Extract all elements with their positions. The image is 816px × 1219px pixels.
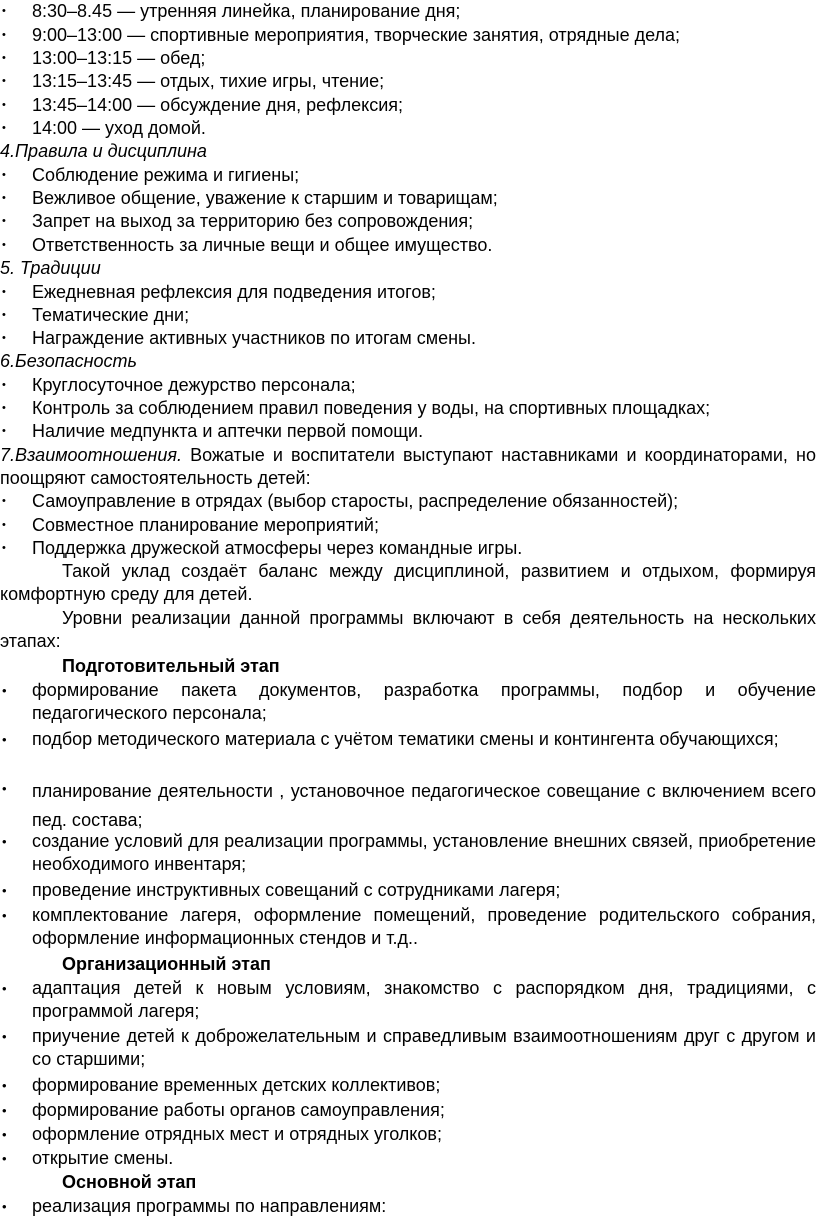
preparatory-item: • формирование пакета документов, разработка программы, подбор и обучение педагогического персонала; (32, 679, 816, 725)
rules-item: • Вежливое общение, уважение к старшим и товарищам; (32, 187, 816, 210)
safety-item: • Наличие медпункта и аптечки первой помощи. (32, 420, 816, 443)
schedule-item: • 8:30–8.45 — утренняя линейка, планирование дня; (32, 0, 816, 23)
main-heading: Основной этап (62, 1172, 197, 1192)
schedule-item: • 13:45–14:00 — обсуждение дня, рефлексия; (32, 94, 816, 117)
summary-paragraph: Такой уклад создаёт баланс между дисциплиной, развитием и отдыхом, формируя комфортную среду для детей. (0, 561, 816, 604)
relations-text: Вожатые и воспитатели выступают наставниками и координаторами, но поощряют самостоятельность детей: (0, 445, 816, 488)
relations-item: • Самоуправление в отрядах (выбор старосты, распределение обязанностей); (32, 490, 816, 513)
preparatory-item: • комплектование лагеря, оформление помещений, проведение родительского собрания, оформление информационных стендов и т.д.. (32, 904, 816, 950)
preparatory-item: • подбор методического материала с учётом тематики смены и контингента обучающихся; (32, 728, 816, 751)
traditions-heading: 5. Традиции (0, 258, 101, 278)
schedule-item: • 13:15–13:45 — отдых, тихие игры, чтение; (32, 70, 816, 93)
relations-paragraph (0, 444, 816, 490)
organizational-item: • приучение детей к доброжелательным и справедливым взаимоотношениям друг с другом и со старшими; (32, 1025, 816, 1071)
traditions-item: • Награждение активных участников по итогам смены. (32, 327, 816, 350)
organizational-item: • оформление отрядных мест и отрядных уголков; (32, 1123, 816, 1146)
traditions-item: • Тематические дни; (32, 304, 816, 327)
safety-item: • Круглосуточное дежурство персонала; (32, 374, 816, 397)
rules-item: • Запрет на выход за территорию без сопровождения; (32, 210, 816, 233)
preparatory-heading: Подготовительный этап (62, 656, 280, 676)
organizational-item: • формирование временных детских коллективов; (32, 1074, 816, 1097)
traditions-item: • Ежедневная рефлексия для подведения итогов; (32, 281, 816, 304)
rules-item: • Ответственность за личные вещи и общее имущество. (32, 234, 816, 257)
relations-heading: 7.Взаимоотношения. (0, 445, 182, 465)
levels-intro: Уровни реализации данной программы включают в себя деятельность на нескольких этапах: (0, 608, 816, 651)
schedule-item: • 9:00–13:00 — спортивные мероприятия, творческие занятия, отрядные дела; (32, 24, 816, 47)
main-item: • реализация программы по направлениям: (32, 1195, 816, 1218)
organizational-item: • адаптация детей к новым условиям, знакомство с распорядком дня, традициями, с программой лагеря; (32, 977, 816, 1023)
organizational-item: • формирование работы органов самоуправления; (32, 1099, 816, 1122)
organizational-item: • открытие смены. (32, 1147, 816, 1170)
safety-heading: 6.Безопасность (0, 351, 138, 371)
rules-item: • Соблюдение режима и гигиены; (32, 164, 816, 187)
relations-item: • Поддержка дружеской атмосферы через командные игры. (32, 537, 816, 560)
preparatory-item: • планирование деятельности , установочное педагогическое совещание с включением всего пед. состава; (32, 777, 816, 835)
relations-item: • Совместное планирование мероприятий; (32, 514, 816, 537)
schedule-item: • 14:00 — уход домой. (32, 117, 816, 140)
rules-heading: 4.Правила и дисциплина (0, 141, 207, 161)
safety-item: • Контроль за соблюдением правил поведения у воды, на спортивных площадках; (32, 397, 816, 420)
preparatory-item: • создание условий для реализации программы, установление внешних связей, приобретение необходимого инвентаря; (32, 830, 816, 876)
organizational-heading: Организационный этап (62, 954, 271, 974)
preparatory-item: • проведение инструктивных совещаний с сотрудниками лагеря; (32, 879, 816, 902)
schedule-item: • 13:00–13:15 — обед; (32, 47, 816, 70)
